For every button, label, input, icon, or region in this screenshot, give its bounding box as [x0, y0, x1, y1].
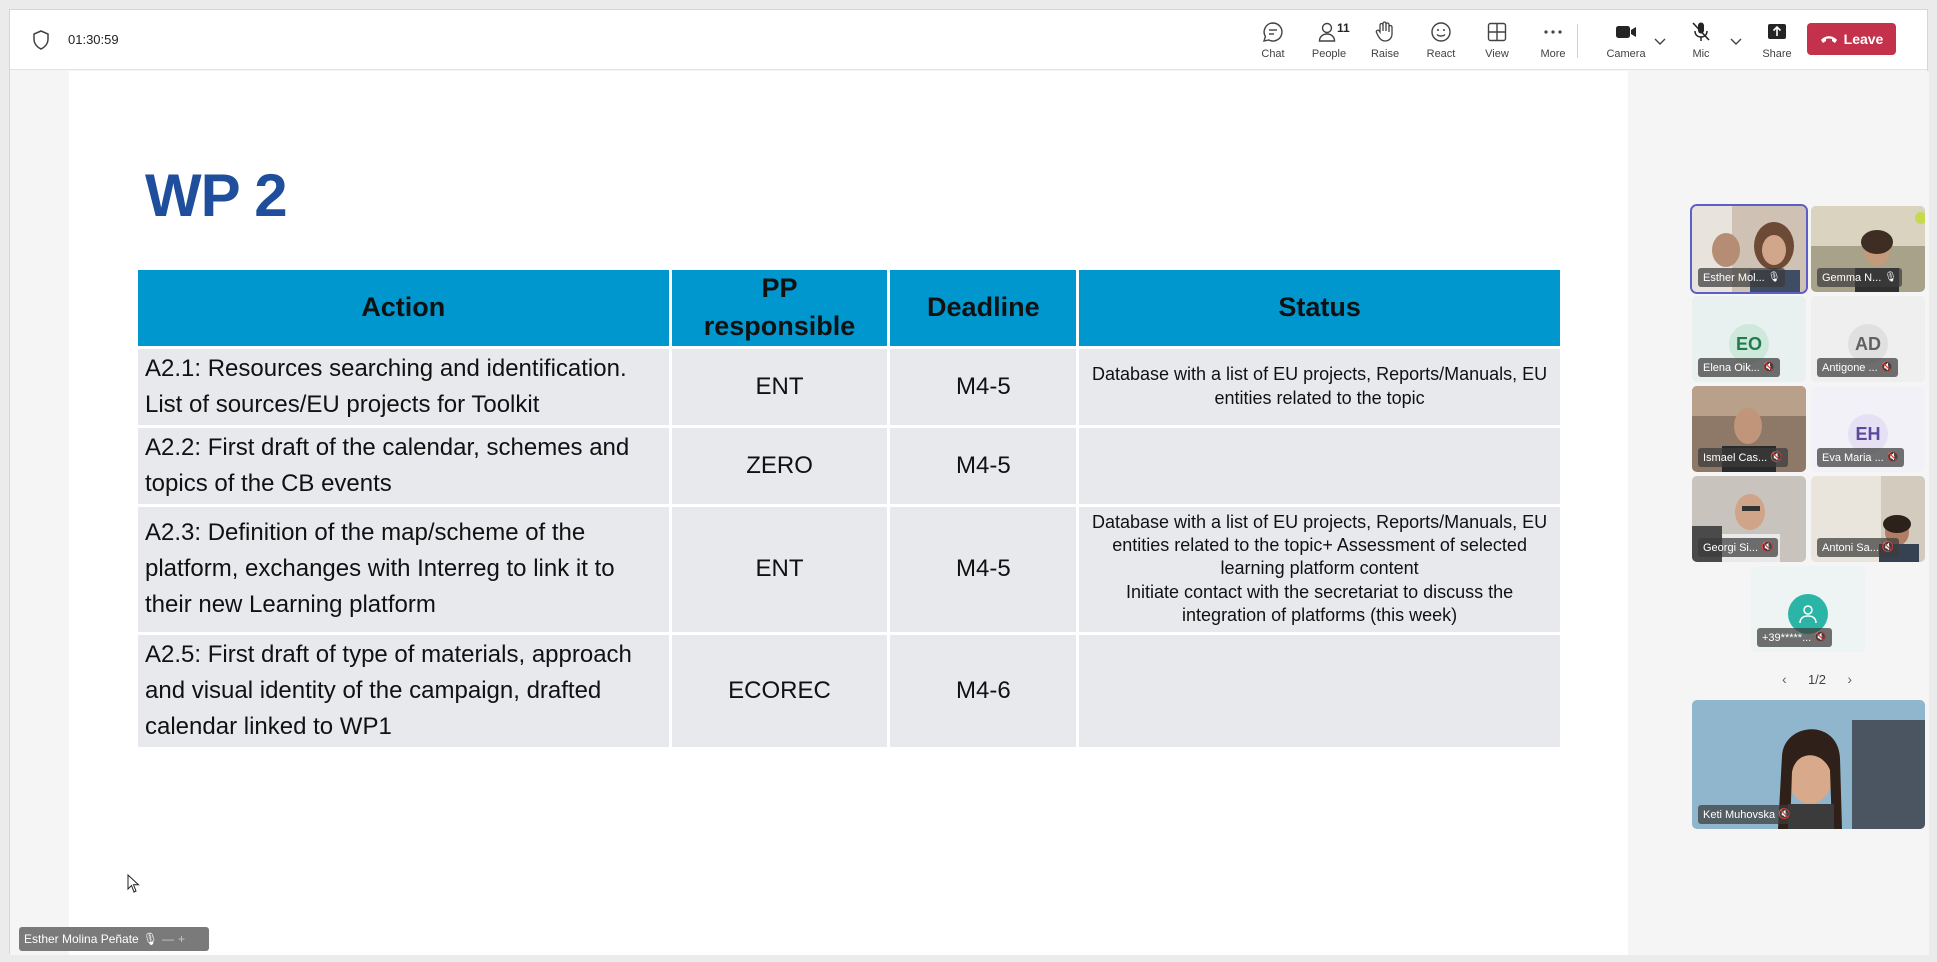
raise-label: Raise — [1370, 48, 1400, 60]
status-cell — [1078, 505, 1562, 633]
people-button[interactable] — [1299, 20, 1359, 66]
share-screen-icon — [1765, 20, 1789, 44]
participant-name-pill — [1698, 448, 1788, 467]
header-status: Status — [1078, 269, 1562, 348]
participant-avatar: AD — [1848, 324, 1888, 364]
meeting-stage — [10, 71, 1929, 955]
more-label: More — [1540, 48, 1566, 60]
table-row — [137, 505, 1562, 633]
smiley-icon — [1429, 20, 1453, 44]
raise-hand-button[interactable] — [1355, 20, 1415, 66]
chevron-left-icon[interactable]: ‹ — [1782, 671, 1787, 687]
participant-tile[interactable] — [1811, 206, 1925, 292]
grid-view-icon — [1485, 20, 1509, 44]
participant-name-pill — [1698, 358, 1780, 377]
share-label: Share — [1762, 48, 1792, 60]
leave-button[interactable] — [1807, 23, 1896, 55]
page-indicator: 1/2 — [1807, 671, 1827, 687]
table-header-row — [137, 269, 1562, 348]
table-row — [137, 347, 1562, 426]
mic-small-icon: 🎙 — [142, 932, 158, 946]
participant-name-pill — [1817, 358, 1898, 377]
participant-name-pill — [1817, 448, 1904, 467]
participant-name: Eva Maria ... — [1822, 451, 1884, 464]
teams-meeting-window — [9, 9, 1928, 954]
participant-name-pill — [1817, 268, 1902, 287]
participant-name: Gemma N... — [1822, 271, 1882, 284]
share-button[interactable] — [1747, 20, 1807, 66]
participant-tile[interactable] — [1811, 476, 1925, 562]
status-cell — [1078, 426, 1562, 505]
more-button[interactable] — [1523, 20, 1583, 66]
participant-name: +39*****... — [1762, 631, 1812, 644]
mic-muted-icon: 🔇 — [1761, 542, 1774, 553]
participant-tile[interactable] — [1811, 296, 1925, 382]
phone-hangup-icon — [1820, 34, 1838, 44]
chat-button[interactable] — [1243, 20, 1303, 66]
status-cell: Database with a list of EU projects, Reports/Manuals, EU entities related to the topic — [1078, 347, 1562, 426]
pp-cell: ZERO — [670, 426, 889, 505]
participant-tile[interactable] — [1692, 296, 1806, 382]
mic-icon: 🎙 — [1767, 272, 1781, 283]
participant-name: Esther Mol... — [1703, 271, 1765, 284]
react-button[interactable] — [1411, 20, 1471, 66]
mic-muted-icon: 🔇 — [1814, 632, 1827, 643]
view-button[interactable] — [1467, 20, 1527, 66]
participant-name: Antoni Sa... — [1822, 541, 1879, 554]
meeting-toolbar — [10, 10, 1927, 70]
participant-tile[interactable] — [1811, 386, 1925, 472]
expand-icon[interactable]: + — [177, 932, 185, 946]
participant-tile[interactable] — [1692, 476, 1806, 562]
shield-icon — [32, 30, 50, 50]
presenter-name-tag — [19, 927, 209, 951]
table-row — [137, 633, 1562, 748]
more-dots-icon — [1541, 20, 1565, 44]
slide-title: WP 2 — [145, 162, 287, 229]
camera-label: Camera — [1606, 48, 1646, 60]
mic-muted-icon: 🔇 — [1881, 542, 1895, 553]
status-line-2: Initiate contact with the secretariat to discuss the integration of platforms (this week) — [1125, 581, 1514, 626]
leave-label: Leave — [1843, 31, 1884, 47]
mic-muted-icon: 🔇 — [1880, 362, 1894, 373]
participant-name: Ismael Cas... — [1703, 451, 1768, 464]
people-count: 11 — [1337, 21, 1350, 35]
presenter-name: Esther Molina Peñate — [24, 932, 139, 946]
participant-tile[interactable] — [1692, 206, 1806, 292]
camera-icon — [1614, 20, 1638, 44]
gallery-pager — [1782, 669, 1852, 689]
participant-tile[interactable] — [1692, 386, 1806, 472]
table-row — [137, 426, 1562, 505]
camera-button[interactable] — [1596, 20, 1656, 66]
mic-label: Mic — [1692, 48, 1710, 60]
status-line-1: Database with a list of EU projects, Reports/Manuals, EU entities related to the topic+ Assessment of selected learning platform content — [1091, 511, 1548, 579]
participant-name-pill — [1698, 268, 1785, 287]
participant-tile[interactable] — [1751, 566, 1865, 652]
pp-cell: ECOREC — [670, 633, 889, 748]
view-label: View — [1485, 48, 1509, 60]
minimize-icon[interactable]: — — [161, 932, 174, 946]
participant-avatar: EH — [1848, 414, 1888, 454]
participant-name-pill — [1757, 628, 1832, 647]
header-action: Action — [137, 269, 671, 348]
deadline-cell: M4-5 — [889, 426, 1078, 505]
people-label: People — [1311, 48, 1347, 60]
action-cell: A2.1: Resources searching and identification. List of sources/EU projects for Toolkit — [137, 347, 671, 426]
shared-slide — [69, 71, 1628, 955]
deadline-cell: M4-6 — [889, 633, 1078, 748]
spotlight-video-tile[interactable] — [1692, 700, 1925, 829]
participant-name-pill — [1817, 538, 1899, 557]
participant-avatar: EO — [1729, 324, 1769, 364]
chat-label: Chat — [1261, 48, 1285, 60]
react-label: React — [1426, 48, 1456, 60]
mouse-pointer-icon — [127, 874, 141, 894]
action-cell: A2.2: First draft of the calendar, schemes and topics of the CB events — [137, 426, 671, 505]
mic-button[interactable] — [1671, 20, 1731, 66]
participant-name: Georgi Si... — [1703, 541, 1759, 554]
pp-cell: ENT — [670, 505, 889, 633]
action-cell: A2.3: Definition of the map/scheme of the platform, exchanges with Interreg to link it to their new Learning platform — [137, 505, 671, 633]
deadline-cell: M4-5 — [889, 505, 1078, 633]
header-pp-responsible: PP responsible — [670, 269, 889, 348]
toolbar-divider — [1577, 24, 1578, 58]
mic-muted-icon: 🔇 — [1762, 362, 1776, 373]
chat-icon — [1261, 20, 1285, 44]
wp-table — [135, 267, 1563, 750]
meeting-timer: 01:30:59 — [68, 32, 119, 47]
pp-cell: ENT — [670, 347, 889, 426]
deadline-cell: M4-5 — [889, 347, 1078, 426]
participant-name: Elena Oik... — [1703, 361, 1760, 374]
participant-name-pill — [1698, 805, 1796, 824]
chevron-right-icon[interactable]: › — [1847, 671, 1852, 687]
mic-muted-icon — [1689, 20, 1713, 44]
action-cell: A2.5: First draft of type of materials, approach and visual identity of the campaign, drafted calendar linked to WP1 — [137, 633, 671, 748]
status-cell — [1078, 633, 1562, 748]
camera-options-chevron-icon[interactable] — [1653, 36, 1667, 46]
hand-icon — [1373, 20, 1397, 44]
mic-muted-icon: 🔇 — [1886, 452, 1900, 463]
participant-name: Keti Muhovska — [1703, 808, 1776, 821]
header-deadline: Deadline — [889, 269, 1078, 348]
participant-name-pill — [1698, 538, 1778, 557]
participant-name: Antigone ... — [1822, 361, 1878, 374]
mic-options-chevron-icon[interactable] — [1729, 36, 1743, 46]
mic-icon: 🎙 — [1884, 272, 1897, 283]
person-icon — [1797, 603, 1819, 625]
mic-muted-icon: 🔇 — [1778, 809, 1791, 820]
mic-muted-icon: 🔇 — [1770, 452, 1783, 463]
